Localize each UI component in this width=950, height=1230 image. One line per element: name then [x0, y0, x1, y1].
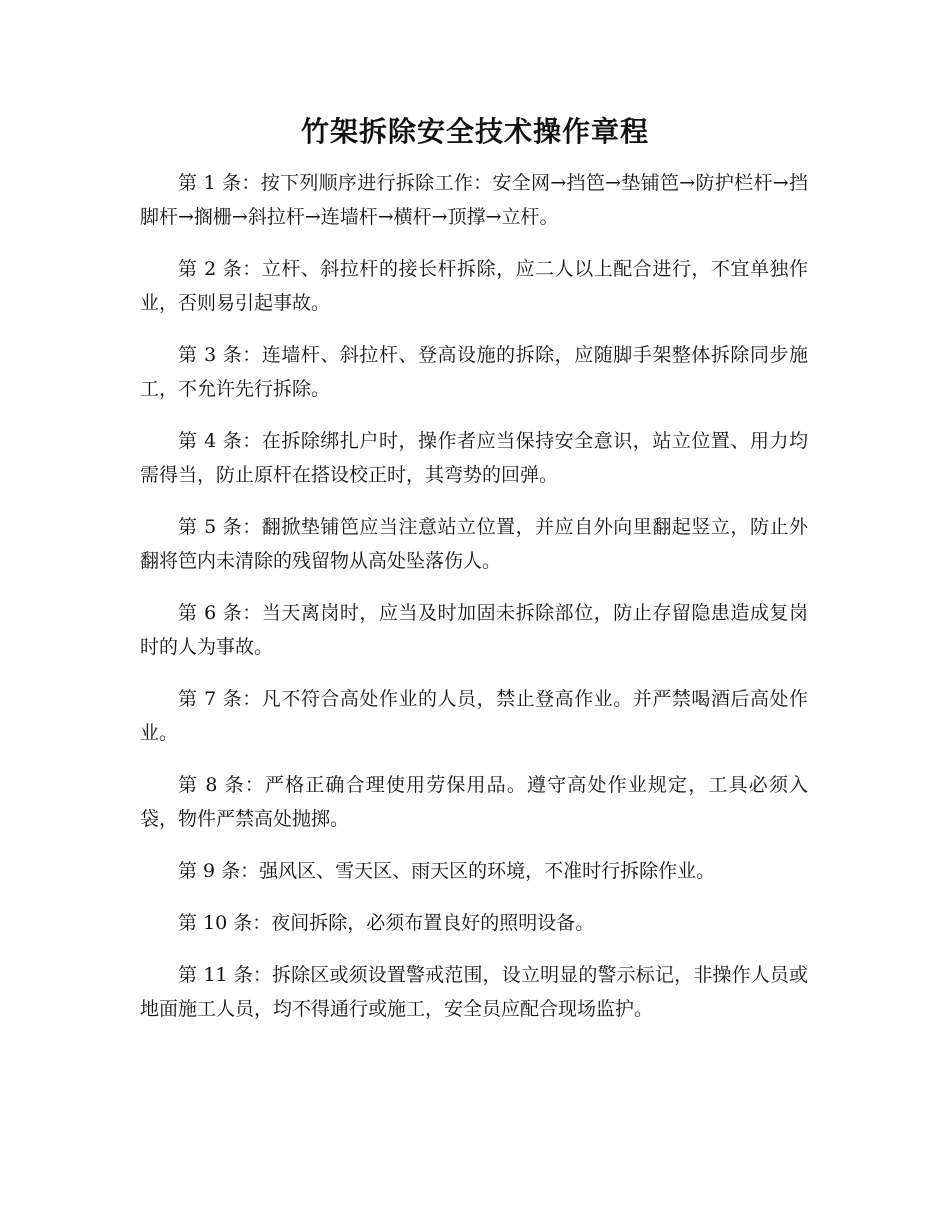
article-11: 第 11 条：拆除区或须设置警戒范围，设立明显的警示标记，非操作人员或地面施工人员，均不得通行或施工，安全员应配合现场监护。: [140, 964, 808, 1020]
article-1: 第 1 条：按下列顺序进行拆除工作：安全网→挡笆→垫铺笆→防护栏杆→挡脚杆→搁栅→斜拉杆→连墙杆→横杆→顶撑→立杆。: [140, 172, 808, 228]
article-6: 第 6 条：当天离岗时，应当及时加固未拆除部位，防止存留隐患造成复岗时的人为事故。: [140, 602, 808, 658]
article-5: 第 5 条：翻掀垫铺笆应当注意站立位置，并应自外向里翻起竖立，防止外翻将笆内未清除的残留物从高处坠落伤人。: [140, 516, 808, 572]
article-4: 第 4 条：在拆除绑扎户时，操作者应当保持安全意识，站立位置、用力均需得当，防止原杆在搭设校正时，其弯势的回弹。: [140, 430, 808, 486]
document-body: [140, 166, 808, 1044]
article-7: 第 7 条：凡不符合高处作业的人员，禁止登高作业。并严禁喝酒后高处作业。: [140, 688, 808, 744]
article-9: 第 9 条：强风区、雪天区、雨天区的环境，不准时行拆除作业。: [178, 860, 716, 882]
document-title: 竹架拆除安全技术操作章程: [300, 115, 649, 148]
article-3: 第 3 条：连墙杆、斜拉杆、登高设施的拆除，应随脚手架整体拆除同步施工，不允许先行拆除。: [140, 344, 808, 400]
article-10: 第 10 条：夜间拆除，必须布置良好的照明设备。: [178, 912, 595, 934]
article-2: 第 2 条：立杆、斜拉杆的接长杆拆除，应二人以上配合进行，不宜单独作业，否则易引起事故。: [140, 258, 808, 314]
article-8: 第 8 条：严格正确合理使用劳保用品。遵守高处作业规定，工具必须入袋，物件严禁高处抛掷。: [140, 774, 808, 830]
